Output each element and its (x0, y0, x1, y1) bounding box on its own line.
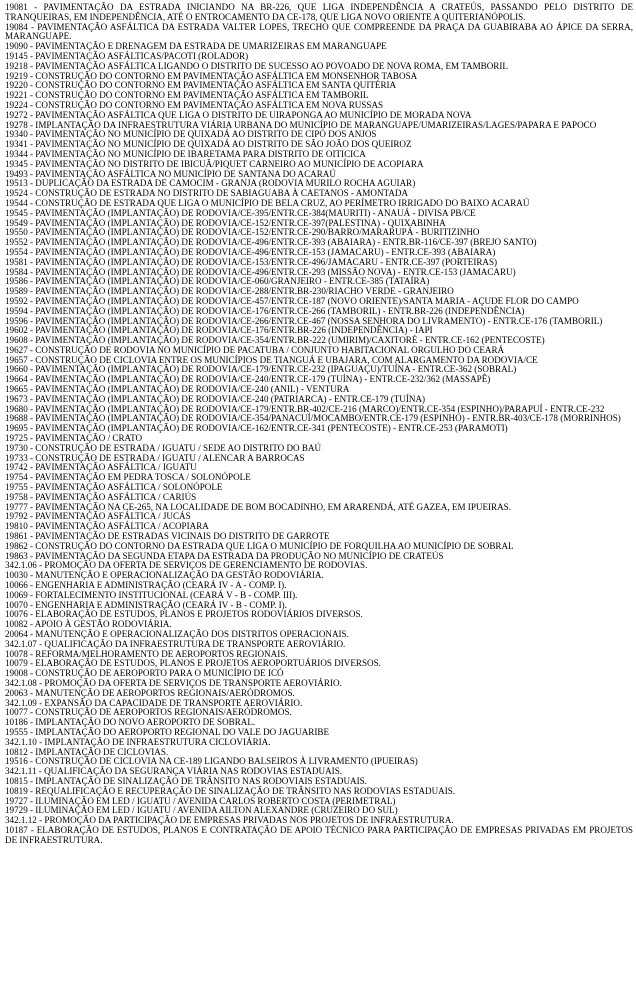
document-entry: 10079 - ELABORAÇÃO DE ESTUDOS, PLANOS E PROJETOS AEROPORTUÁRIOS DIVERSOS. (5, 658, 381, 669)
document-entry: 19730 - CONSTRUÇÃO DE ESTRADA / IGUATU / SEDE AO DISTRITO DO BAÚ (5, 442, 322, 453)
document-entry: 19513 - DUPLICAÇÃO DA ESTRADA DE CAMOCIM - GRANJA (RODOVIA MURILO ROCHA AGUIAR) (5, 178, 416, 189)
document-entry: 19220 - CONSTRUÇÃO DO CONTORNO EM PAVIMENTAÇÃO ASFÁLTICA EM SANTA QUITÉRIA (5, 80, 397, 91)
document-entry: 19555 - IMPLANTAÇÃO DO AEROPORTO REGIONAL DO VALE DO JAGUARIBE (5, 726, 329, 737)
document-entry: 19592 - PAVIMENTAÇÃO (IMPLANTAÇÃO) DE RODOVIA/CE-457/ENTR.CE-187 (NOVO ORIENTE)/SANTA MARIA - AÇUDE FLOR DO CAMPO (5, 295, 579, 306)
document-entry: 19516 - CONSTRUÇÃO DE CICLOVIA NA CE-189 LIGANDO BALSEIROS À LIVRAMENTO (IPUEIRAS) (5, 756, 418, 767)
document-entry: 342.1.11 - QUALIFICAÇÃO DA SEGURANÇA VIÁRIA NAS RODOVIAS ESTADUAIS. (5, 766, 343, 777)
document-entry: 19608 - PAVIMENTAÇÃO (IMPLANTAÇÃO) DE RODOVIA/CE-354/ENTR.BR-222 (UMIRIM)/CAXITORÉ - ENTR.CE-162 (PENTECOSTE) (5, 335, 545, 346)
document-entry: 19549 - PAVIMENTAÇÃO (IMPLANTAÇÃO) DE RODOVIA/CE-152/ENTR.CE-397(PALESTINA) - QUIXABINHA (5, 217, 446, 228)
document-entry: 19602 - PAVIMENTAÇÃO (IMPLANTAÇÃO) DE RODOVIA/CE-176/ENTR.BR-226 (INDEPENDÊNCIA) - IAPI (5, 325, 433, 336)
document-entry: 19550 - PAVIMENTAÇÃO (IMPLANTAÇÃO) DE RODOVIA/CE-152/ENTR.CE-290/BARRO/MARARUPÁ - BURITIZINHO (5, 227, 480, 238)
document-entry: 10070 - ENGENHARIA E ADMINISTRAÇÃO (CEARÁ IV - B - COMP. I). (5, 599, 287, 610)
document-entry: 19680 - PAVIMENTAÇÃO (IMPLANTAÇÃO) DE RODOVIA/CE-179/ENTR.BR-402/CE-216 (MARCO)/ENTR.CE-354 (ESPINHO)/PARAPUÍ - ENTR.CE-232 (5, 403, 605, 414)
document-entry: 19627 - CONSTRUÇÃO DE RODOVIA NO MUNICÍPIO DE PACATUBA / CONJUNTO HABITACIONAL ORGULHO DO CEARÁ (5, 344, 505, 355)
document-entry: 342.1.07 - QUALIFICAÇÃO DA INFRAESTRUTURA DE TRANSPORTE AEROVIÁRIO. (5, 638, 346, 649)
document-entry: 19344 - PAVIMENTAÇÃO NO MUNICÍPIO DE IBARETAMA PARA DISTRITO DE OITICICA (5, 148, 366, 159)
document-entry: 10082 - APOIO À GESTÃO RODOVIÁRIA. (5, 619, 172, 630)
document-entry: 342.1.06 - PROMOÇÃO DA OFERTA DE SERVIÇOS DE GERENCIAMENTO DE RODOVIAS. (5, 560, 368, 571)
document-entry: 19586 - PAVIMENTAÇÃO (IMPLANTAÇÃO) DE RODOVIA/CE-060/GRANJEIRO - ENTR.CE-385 (TATAÍRA) (5, 276, 430, 287)
document-entry: 19673 - PAVIMENTAÇÃO (IMPLANTAÇÃO) DE RODOVIA/CE-240 (PATRIARCA) - ENTR.CE-179 (TUÍNA) (5, 393, 426, 404)
document-entry: 19552 - PAVIMENTAÇÃO (IMPLANTAÇÃO) DE RODOVIA/CE-496/ENTR.CE-393 (ABAIARA) - ENTR.BR-116/CE-397 (BREJO SANTO) (5, 237, 537, 248)
document-entry: 19862 - CONSTRUÇÃO DO CONTORNO DA ESTRADA QUE LIGA O MUNICÍPIO DE FORQUILHA AO MUNICÍPIO DE SOBRAL (5, 540, 514, 551)
document-entry: 342.1.10 - IMPLANTAÇÃO DE INFRAESTRUTURA CICLOVIÁRIA. (5, 736, 271, 747)
document-entry: 19863 - PAVIMENTAÇÃO DA SEGUNDA ETAPA DA ESTRADA DA PRODUÇÃO NO MUNICÍPIO DE CRATEÚS (5, 550, 444, 561)
document-entry: 10819 - REQUALIFICAÇÃO E RECUPERAÇÃO DE SINALIZAÇÃO DE TRÂNSITO NAS RODOVIAS ESTADUAIS. (5, 785, 456, 796)
document-entry: 19340 - PAVIMENTAÇÃO NO MUNICÍPIO DE QUIXADÁ AO DISTRITO DE CIPÓ DOS ANJOS (5, 129, 377, 140)
document-entry: 20063 - MANUTENÇÃO DE AEROPORTOS REGIONAIS/AERÓDROMOS. (5, 687, 295, 698)
document-entry: 19278 - IMPLANTAÇÃO DA INFRAESTRUTURA VIÁRIA URBANA DO MUNICÍPIO DE MARANGUAPE/UMARIZEIRAS/LAGES/PAPARA E PAPOCO (5, 119, 597, 130)
document-entry: 19544 - CONSTRUÇÃO DE ESTRADA QUE LIGA O MUNICÍPIO DE BELA CRUZ, AO PERÍMETRO IRRIGADO DO BAIXO ACARAÚ (5, 197, 530, 208)
document-entry: 19493 - PAVIMENTAÇÃO ASFÁLTICA NO MUNICÍPIO DE SANTANA DO ACARAÚ (5, 168, 336, 179)
document-entry: 19727 - ILUMINAÇÃO EM LED / IGUATU / AVENIDA CARLOS ROBERTO COSTA (PERIMETRAL) (5, 795, 396, 806)
document-entry: 342.1.12 - PROMOÇÃO DA PARTICIPAÇÃO DE EMPRESAS PRIVADAS NOS PROJETOS DE INFRAESTRUTURA. (5, 815, 454, 826)
document-entry: 19589 - PAVIMENTAÇÃO (IMPLANTAÇÃO) DE RODOVIA/CE-288/ENTR.BR-230/RIACHO VERDE - GRANJEIRO (5, 286, 454, 297)
document-entry: 342.1.09 - EXPANSÃO DA CAPACIDADE DE TRANSPORTE AEROVIÁRIO. (5, 697, 303, 708)
document-entry: 19554 - PAVIMENTAÇÃO (IMPLANTAÇÃO) DE RODOVIA/CE-496/ENTR.CE-153 (JAMACARU) - ENTR.CE-393 (ABAIARA) (5, 246, 496, 257)
document-entry: 19688 - PAVIMENTAÇÃO (IMPLANTAÇÃO) DE RODOVIA/CE-354/PANACUÍ/MOCAMBO/ENTR.CE-179 (ESPINHO) - ENTR.BR-403/CE-178 (MORRINHOS) (5, 413, 621, 424)
document-entry: 19008 - CONSTRUÇÃO DE AEROPORTO PARA O MUNICÍPIO DE ICÓ (5, 668, 284, 679)
document-entry: 19221 - CONSTRUÇÃO DO CONTORNO EM PAVIMENTAÇÃO ASFÁLTICA EM TAMBORIL (5, 90, 369, 101)
document-entry: 19145 - PAVIMENTAÇÃO ASFÁLTICAS/PACOTI (ROLADOR) (5, 50, 249, 61)
document-entry: 10066 - ENGENHARIA E ADMINISTRAÇÃO (CEARÁ IV - A - COMP. I). (5, 580, 287, 591)
document-entry: 19272 - PAVIMENTAÇÃO ASFÁLTICA QUE LIGA O DISTRITO DE UIRAPONGA AO MUNICÍPIO DE MORADA NOVA (5, 109, 472, 120)
document-entry: 19665 - PAVIMENTAÇÃO (IMPLANTAÇÃO) DE RODOVIA/CE-240 (ANIL) - VENTURA (5, 384, 350, 395)
document-entry: 19084 - PAVIMENTAÇÃO ASFÁLTICA DA ESTRADA VALTER LOPES, TRECHO QUE COMPREENDE DA PRAÇA DA GUABIRABA AO ÁPICE DA SERRA, MARANGUAPE. (5, 21, 633, 42)
document-entry: 20064 - MANUTENÇÃO E OPERACIONALIZAÇÃO DOS DISTRITOS OPERACIONAIS. (5, 629, 349, 639)
document-entry: 19792 - PAVIMENTAÇÃO ASFÁLTICA / JUCÁS (5, 511, 191, 522)
document-entry: 19524 - CONSTRUÇÃO DE ESTRADA NO DISTRITO DE SABIAGUABA À CAETANOS - AMONTADA (5, 188, 409, 199)
document-entry: 19657 - CONSTRUÇÃO DE CICLOVIA ENTRE OS MUNICÍPIOS DE TIANGUÁ E UBAJARA, COM ALARGAMENTO DA RODOVIA/CE (5, 354, 538, 365)
document-entry: 19594 - PAVIMENTAÇÃO (IMPLANTAÇÃO) DE RODOVIA/CE-176/ENTR.CE-266 (TAMBORIL) - ENTR.BR-226 (INDEPENDÊNCIA) (5, 305, 525, 316)
document-entry: 19742 - PAVIMENTAÇÃO ASFÁLTICA / IGUATU (5, 462, 197, 473)
document-entry: 342.1.08 - PROMOÇÃO DA OFERTA DE SERVIÇOS DE TRANSPORTE AEROVIÁRIO. (5, 677, 342, 688)
document-entry: 10076 - ELABORAÇÃO DE ESTUDOS, PLANOS E PROJETOS RODOVIÁRIOS DIVERSOS. (5, 609, 363, 620)
document-entry: 10078 - REFORMA/MELHORAMENTO DE AEROPORTOS REGIONAIS. (5, 648, 288, 659)
document-entry: 19733 - CONSTRUÇÃO DE ESTRADA / IGUATU / ALENCAR A BARROCAS (5, 452, 305, 463)
document-entry: 19729 - ILUMINAÇÃO EM LED / IGUATU / AVENIDA AILTON ALEXANDRE (CRUZEIRO DO SUL) (5, 805, 398, 816)
document-entry: 19219 - CONSTRUÇÃO DO CONTORNO EM PAVIMENTAÇÃO ASFÁLTICA EM MONSENHOR TABOSA (5, 70, 418, 81)
document-entry: 19725 - PAVIMENTAÇÃO / CRATO (5, 433, 143, 444)
document-entry: 10187 - ELABORAÇÃO DE ESTUDOS, PLANOS E CONTRATAÇÃO DE APOIO TÉCNICO PARA PARTICIPAÇÃO DE EMPRESAS PRIVADAS EM PROJETOS DE INFRAESTRUTURA. (5, 824, 633, 845)
document-entry: 19664 - PAVIMENTAÇÃO (IMPLANTAÇÃO) DE RODOVIA/CE-240/ENTR.CE-179 (TUÍNA) - ENTR.CE-232/362 (MASSAPÊ) (5, 374, 491, 385)
document-entry: 19695 - PAVIMENTAÇÃO (IMPLANTAÇÃO) DE RODOVIA/CE-162/ENTR.CE-341 (PENTECOSTE) - ENTR.CE-253 (PARAMOTI) (5, 423, 508, 434)
document-entry: 10812 - IMPLANTAÇÃO DE CICLOVIAS. (5, 746, 169, 757)
document-entry: 19581 - PAVIMENTAÇÃO (IMPLANTAÇÃO) DE RODOVIA/CE-153/ENTR.CE-496/JAMACARU - ENTR.CE-397 (PORTEIRAS) (5, 256, 498, 267)
document-entry: 19224 - CONSTRUÇÃO DO CONTORNO EM PAVIMENTAÇÃO ASFÁLTICA EM NOVA RUSSAS (5, 99, 384, 110)
document-entry: 19545 - PAVIMENTAÇÃO (IMPLANTAÇÃO) DE RODOVIA/CE-395/ENTR.CE-384(MAURITI) - ANAUÁ - DIVISA PB/CE (5, 207, 476, 218)
document-entry: 19090 - PAVIMENTAÇÃO E DRENAGEM DA ESTRADA DE UMARIZEIRAS EM MARANGUAPE (5, 41, 387, 52)
document-entry: 19861 - PAVIMENTAÇÃO DE ESTRADAS VICINAIS DO DISTRITO DE GARROTE (5, 531, 330, 542)
document-entry: 19596 - PAVIMENTAÇÃO (IMPLANTAÇÃO) DE RODOVIA/CE-266/ENTR.CE-467 (NOSSA SENHORA DO LIVRAMENTO) - ENTR.CE-176 (TAMBORIL) (5, 315, 603, 326)
document-entry: 19341 - PAVIMENTAÇÃO NO MUNICÍPIO DE QUIXADÁ AO DISTRITO DE SÃO JOÃO DOS QUEIROZ (5, 139, 412, 150)
document-entry: 19584 - PAVIMENTAÇÃO (IMPLANTAÇÃO) DE RODOVIA/CE-496/ENTR.CE-293 (MISSÃO NOVA) - ENTR.CE-153 (JAMACARU) (5, 266, 516, 277)
document-entry: 19758 - PAVIMENTAÇÃO ASFÁLTICA / CARIÚS (5, 491, 197, 502)
document-entry: 10186 - IMPLANTAÇÃO DO NOVO AEROPORTO DE SOBRAL. (5, 717, 256, 728)
document-entry: 10815 - IMPLANTAÇÃO DE SINALIZAÇÃO DE TRÂNSITO NAS RODOVIAIS ESTADUAIS. (5, 775, 367, 786)
document-entry: 10077 - CONSTRUÇÃO DE AEROPORTOS REGIONAIS/AERÓDROMOS. (5, 707, 292, 718)
document-entry: 10069 - FORTALECIMENTO INSTITUCIONAL (CEARÁ V - B - COMP. III). (5, 589, 298, 600)
document-entry: 19660 - PAVIMENTAÇÃO (IMPLANTAÇÃO) DE RODOVIA/CE-179/ENTR.CE-232 (IPAGUAÇU)/TUÍNA - ENTR.CE-362 (SOBRAL) (5, 364, 517, 375)
document-entry: 19777 - PAVIMENTAÇÃO NA CE-265, NA LOCALIDADE DE BOM BOCADINHO, EM ARARENDÁ, ATÉ GAZEA, EM IPUEIRAS. (5, 501, 512, 512)
document-entry: 19754 - PAVIMENTAÇÃO EM PEDRA TOSCA / SOLONÓPOLE (5, 472, 251, 483)
document-entry: 19755 - PAVIMENTAÇÃO ASFÁLTICA / SOLONÓPOLE (5, 482, 223, 493)
document-entry: 10030 - MANUTENÇÃO E OPERACIONALIZAÇÃO DA GESTÃO RODOVIÁRIA. (5, 570, 324, 581)
document-entry: 19081 - PAVIMENTAÇÃO DA ESTRADA INICIANDO NA BR-226, QUE LIGA INDEPENDÊNCIA A CRATEÚS, PASSANDO PELO DISTRITO DE TRANQUEIRAS, EM INDEPENDÊNCIA, ATÉ O ENTROCAMENTO DA CE-178, QUE LIGA NOVO ORIENTE A QUITERIANÓPOLIS. (5, 2, 633, 22)
document-entry: 19218 - PAVIMENTAÇÃO ASFÁLTICA LIGANDO O DISTRITO DE SUCESSO AO POVOADO DE NOVA ROMA, EM TAMBORIL (5, 60, 508, 71)
document-entry: 19345 - PAVIMENTAÇÃO NO DISTRITO DE IBICUÃ/PIQUET CARNEIRO AO MUNICÍPIO DE ACOPIARA (5, 158, 424, 169)
document-entry: 19810 - PAVIMENTAÇÃO ASFÁLTICA / ACOPIARA (5, 521, 209, 532)
